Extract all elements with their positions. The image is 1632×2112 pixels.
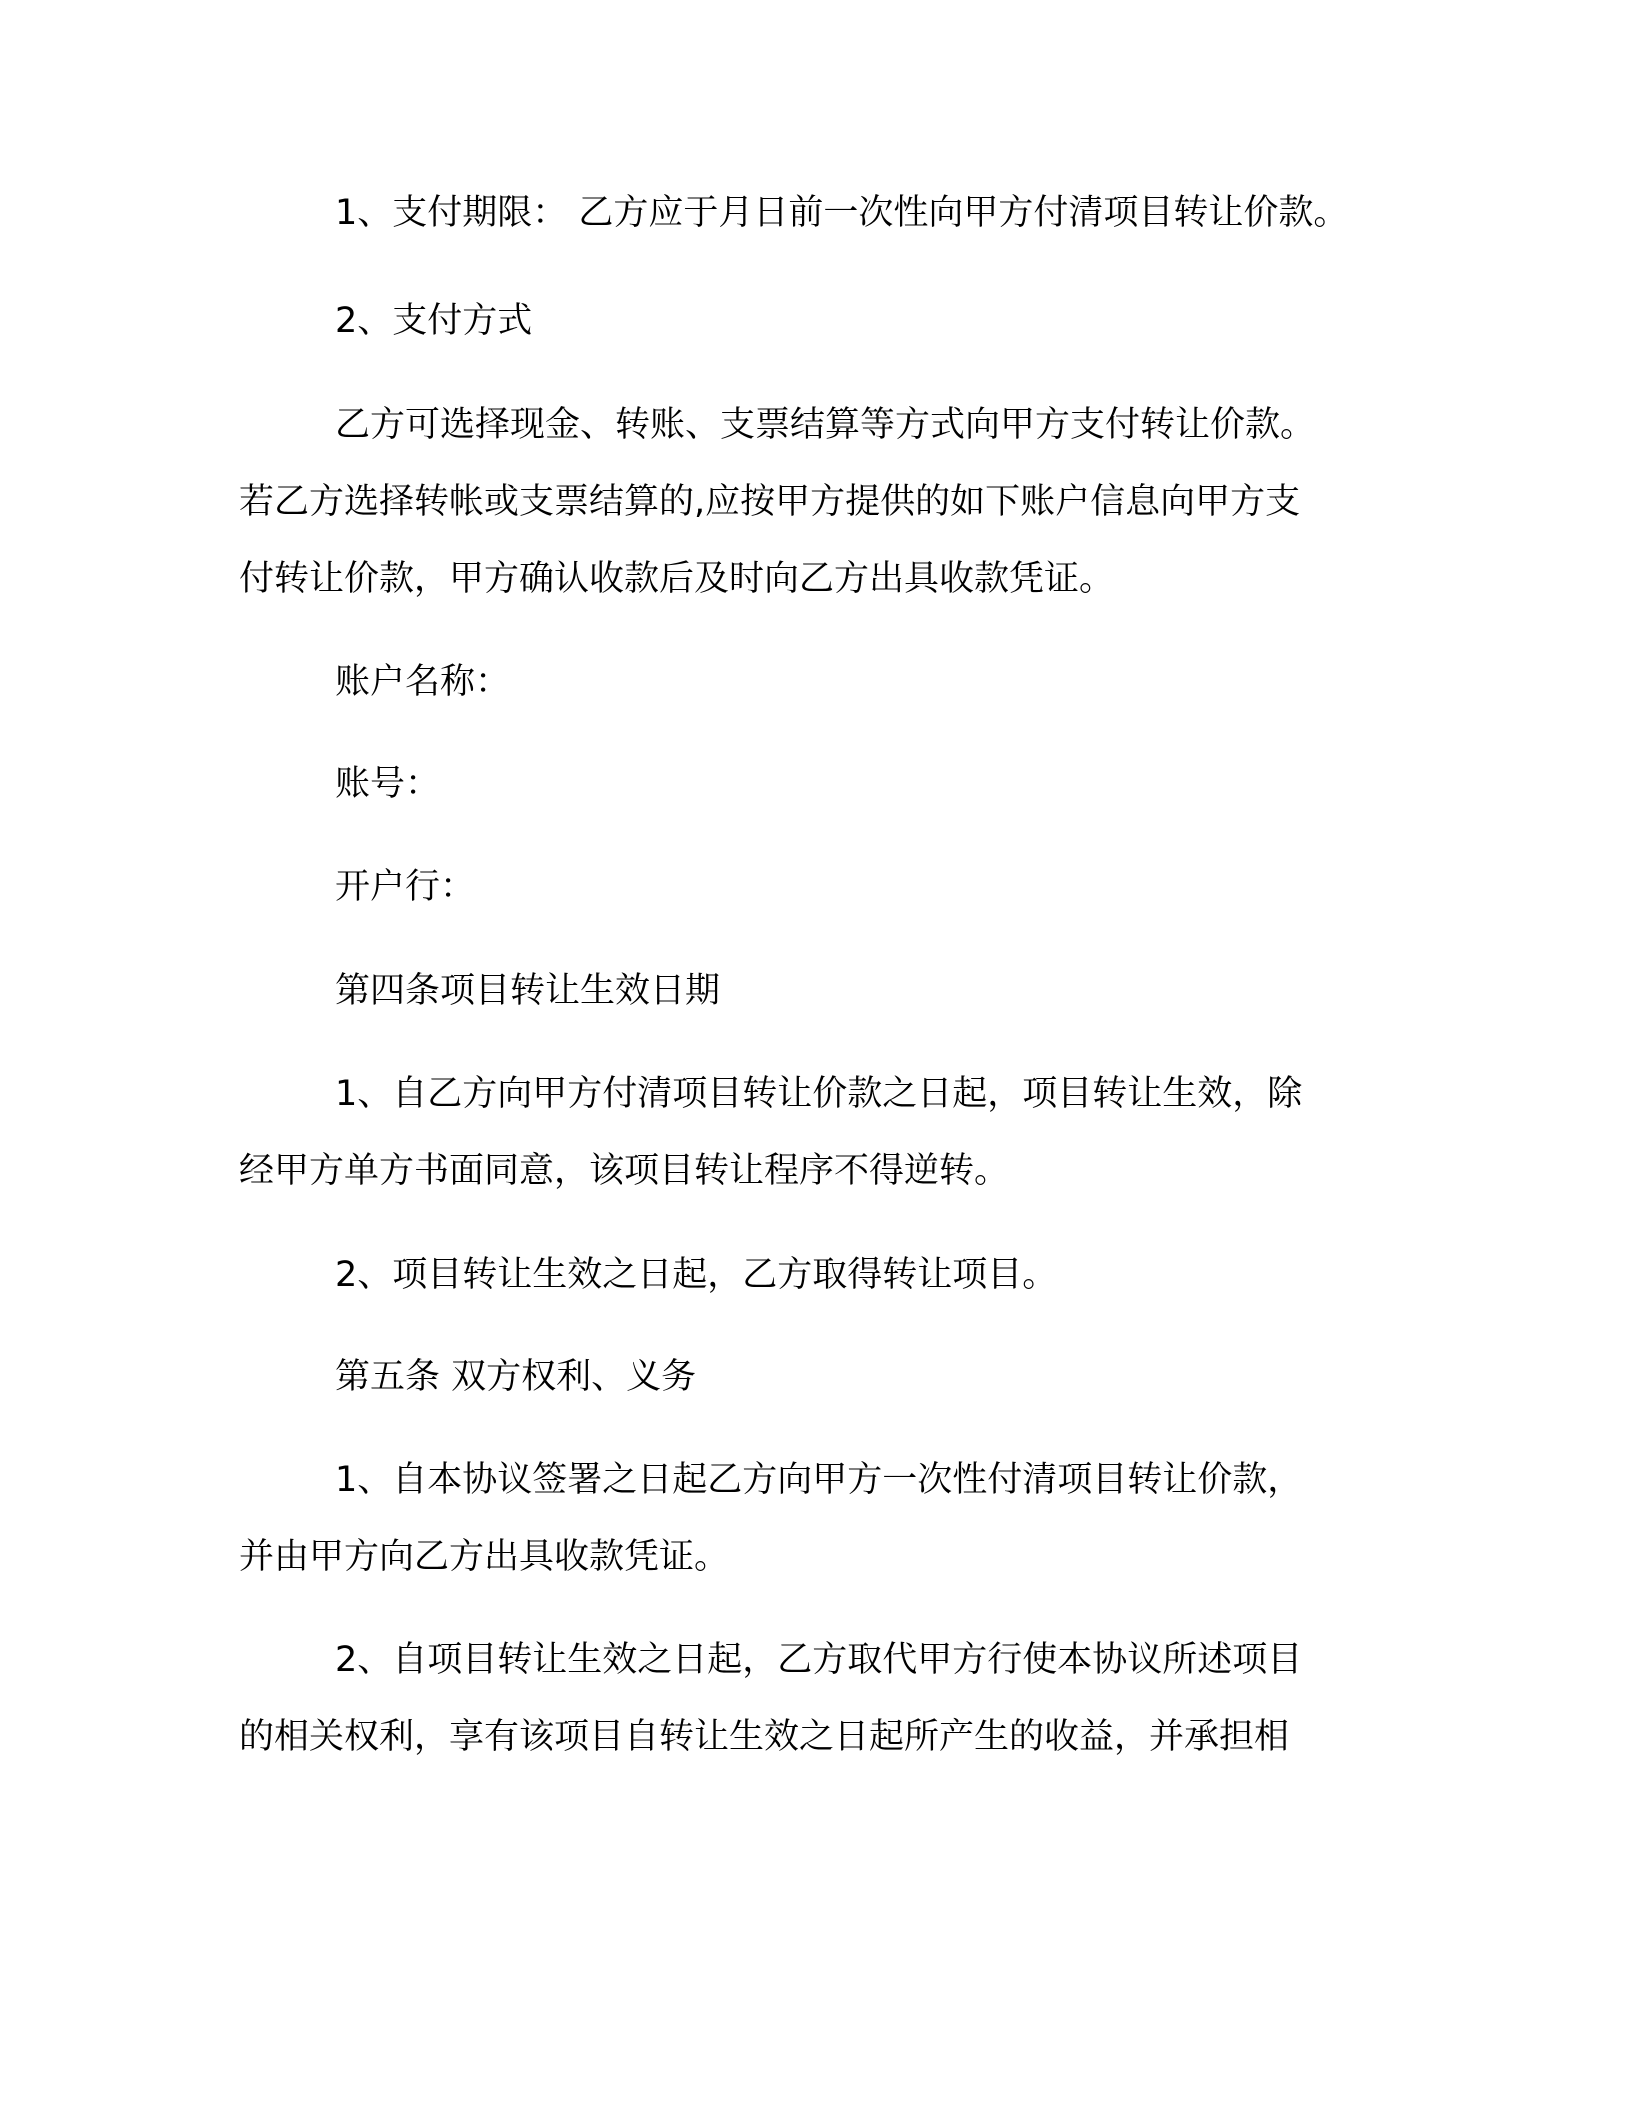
text-line: 2、支付方式 — [335, 301, 533, 341]
paragraph-article-4-item-1 — [239, 1056, 1389, 1210]
paragraph-article-5-item-1 — [239, 1442, 1389, 1596]
paragraph-payment-method-body — [239, 387, 1389, 618]
text-line: 经甲方单方书面同意，该项目转让程序不得逆转。 — [239, 1151, 1010, 1191]
paragraph-payment-deadline — [239, 175, 1389, 252]
section-heading-article-5 — [239, 1339, 1389, 1416]
section-heading-article-4 — [239, 953, 1389, 1030]
text-line: 若乙方选择转帐或支票结算的,应按甲方提供的如下账户信息向甲方支 — [239, 482, 1301, 522]
text-line: 1、支付期限： 乙方应于月日前一次性向甲方付清项目转让价款。 — [335, 193, 1349, 233]
text-line: 账号： — [335, 764, 441, 804]
text-line: 付转让价款，甲方确认收款后及时向乙方出具收款凭证。 — [239, 559, 1115, 599]
paragraph-account-name — [239, 644, 1389, 721]
paragraph-payment-method-heading — [239, 283, 1389, 360]
text-line: 1、自本协议签署之日起乙方向甲方一次性付清项目转让价款， — [335, 1460, 1303, 1500]
text-line: 第五条 双方权利、义务 — [335, 1357, 697, 1397]
text-line: 2、自项目转让生效之日起，乙方取代甲方行使本协议所述项目 — [335, 1640, 1303, 1680]
paragraph-article-5-item-2 — [239, 1622, 1389, 1776]
text-line: 乙方可选择现金、转账、支票结算等方式向甲方支付转让价款。 — [335, 405, 1316, 445]
text-line: 开户行： — [335, 867, 476, 907]
text-line: 的相关权利，享有该项目自转让生效之日起所产生的收益，并承担相 — [239, 1717, 1290, 1757]
text-line: 1、自乙方向甲方付清项目转让价款之日起，项目转让生效，除 — [335, 1074, 1303, 1114]
paragraph-account-number — [239, 746, 1389, 823]
text-line: 账户名称： — [335, 662, 511, 702]
text-line: 第四条项目转让生效日期 — [335, 971, 721, 1011]
text-line: 2、项目转让生效之日起，乙方取得转让项目。 — [335, 1255, 1058, 1295]
paragraph-article-4-item-2 — [239, 1237, 1389, 1314]
text-line: 并由甲方向乙方出具收款凭证。 — [239, 1537, 730, 1577]
paragraph-bank — [239, 849, 1389, 926]
